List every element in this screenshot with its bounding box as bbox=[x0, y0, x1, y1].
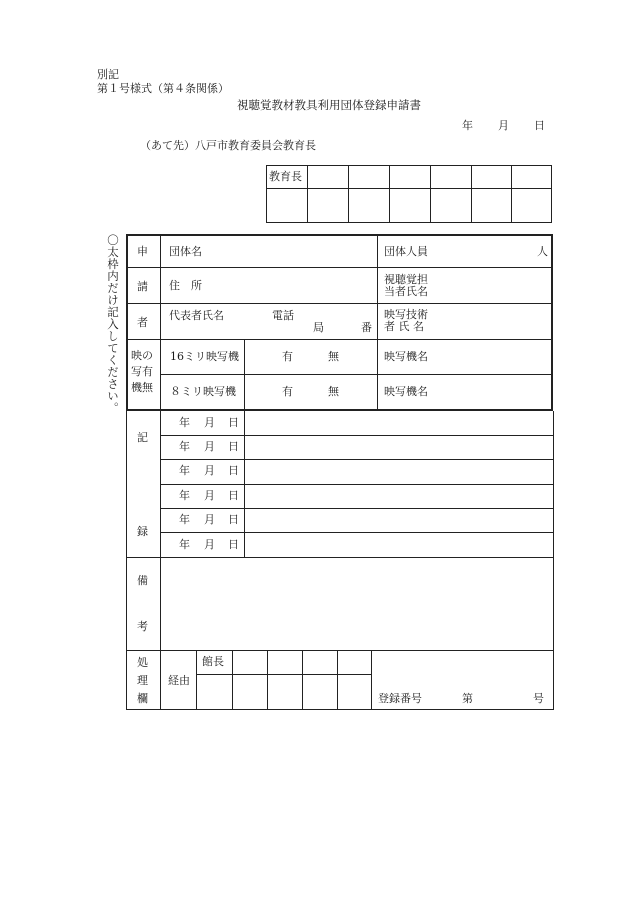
date-year: 年 bbox=[462, 119, 473, 132]
form-title: 視聴覚教材教具利用団体登録申請書 bbox=[237, 98, 421, 112]
applicant-label-2: 請 bbox=[137, 280, 148, 293]
applicant-label-3: 者 bbox=[137, 316, 148, 329]
group-name-label: 団体名 bbox=[169, 245, 202, 258]
projector-label-3: 機無 bbox=[131, 381, 153, 394]
phone-exchange-label: 局 bbox=[313, 321, 324, 334]
projector-16mm-yes: 有 bbox=[282, 350, 293, 363]
projector-tech-label-1: 映写技術 bbox=[384, 308, 428, 321]
projector-8mm-yes: 有 bbox=[282, 385, 293, 398]
appendix-label: 別記 bbox=[97, 68, 119, 81]
remarks-label-1: 備 bbox=[137, 574, 148, 587]
registration-dai-label: 第 bbox=[462, 692, 473, 705]
members-label: 団体人員 bbox=[384, 245, 428, 258]
remarks-label-2: 考 bbox=[137, 620, 148, 633]
records-label-bottom: 録 bbox=[137, 525, 148, 538]
av-contact-label-2: 当者氏名 bbox=[384, 285, 428, 298]
projector-label-1: 映の bbox=[131, 349, 153, 362]
date-month: 月 bbox=[498, 119, 509, 132]
projector-8mm-label: ８ミリ映写機 bbox=[170, 385, 236, 398]
phone-label: 電話 bbox=[272, 309, 294, 322]
route-label: 経由 bbox=[168, 674, 190, 687]
addressee: （あて先）八戸市教育委員会教育長 bbox=[140, 139, 316, 152]
phone-number-label: 番 bbox=[361, 321, 372, 334]
side-note: 〇太枠内だけ記入してください。 bbox=[106, 234, 120, 414]
processing-label-2: 理 bbox=[137, 674, 148, 687]
av-contact-label-1: 視聴覚担 bbox=[384, 273, 428, 286]
applicant-label-1: 申 bbox=[137, 245, 148, 258]
processing-label-1: 処 bbox=[137, 656, 148, 669]
form-number: 第１号様式（第４条関係） bbox=[97, 82, 229, 95]
projector-8mm-no: 無 bbox=[328, 385, 339, 398]
representative-label: 代表者氏名 bbox=[169, 309, 224, 322]
projector-16mm-no: 無 bbox=[328, 350, 339, 363]
projector-label-2: 写有 bbox=[131, 365, 153, 378]
date-day: 日 bbox=[534, 119, 545, 132]
approval-superintendent-label: 教育長 bbox=[269, 170, 302, 183]
members-unit: 人 bbox=[537, 245, 548, 258]
projector-8mm-name-label: 映写機名 bbox=[384, 385, 428, 398]
projector-16mm-label: 16ミリ映写機 bbox=[170, 350, 239, 363]
projector-tech-label-2: 者 氏 名 bbox=[384, 320, 424, 333]
director-label: 館長 bbox=[202, 655, 224, 668]
registration-go-label: 号 bbox=[533, 692, 544, 705]
address-label: 住 所 bbox=[169, 279, 202, 292]
records-label-top: 記 bbox=[137, 431, 148, 444]
registration-number-label: 登録番号 bbox=[378, 692, 422, 705]
processing-label-3: 欄 bbox=[137, 692, 148, 705]
projector-16mm-name-label: 映写機名 bbox=[384, 350, 428, 363]
